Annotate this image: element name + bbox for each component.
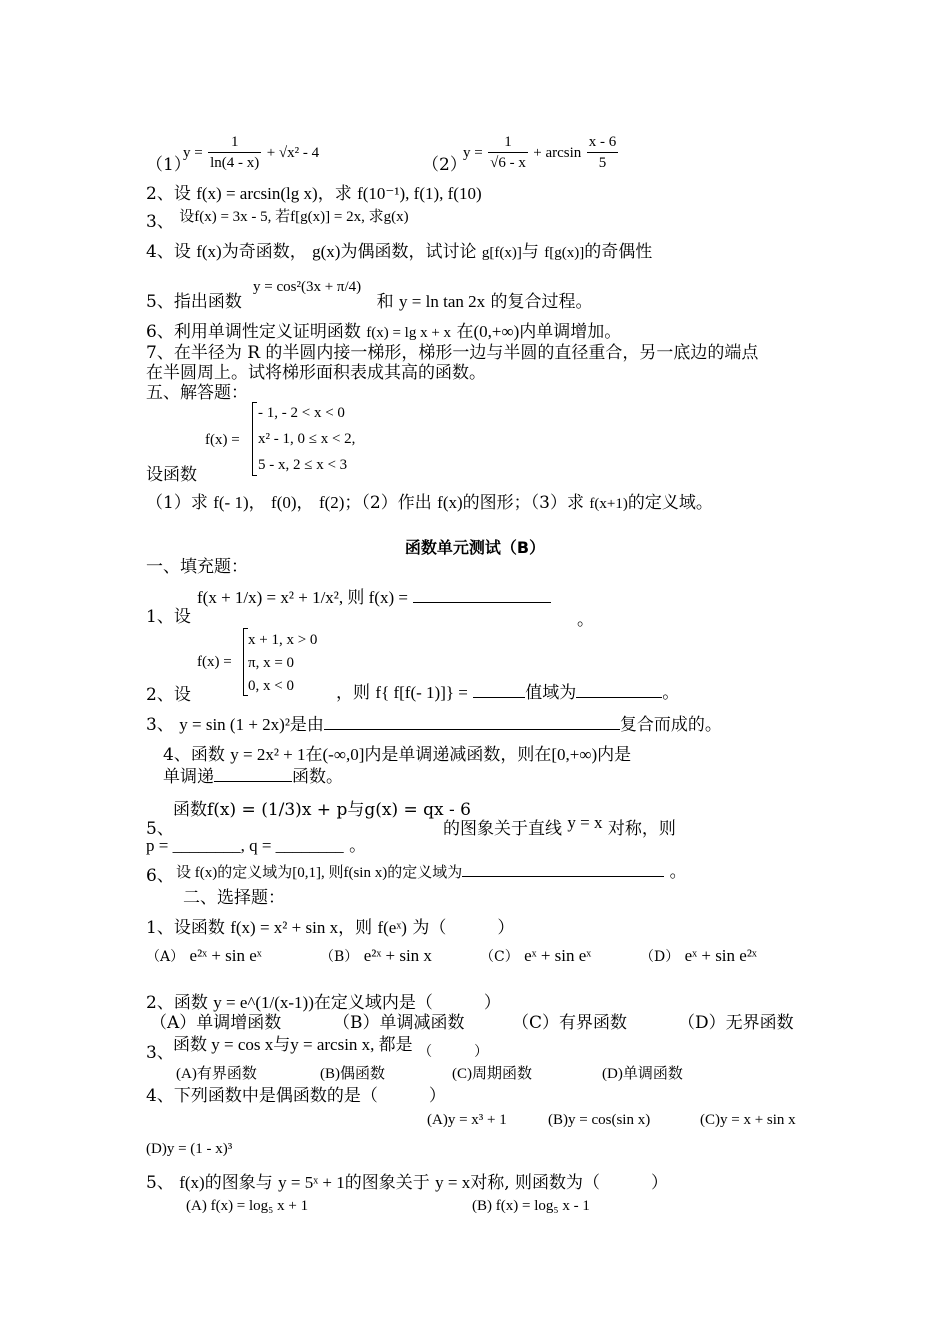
s5-sep2: ， xyxy=(296,493,314,513)
b-f2-fx: f(x) = xyxy=(197,654,232,670)
b-c1-a-value: e²ˣ + sin eˣ xyxy=(189,946,262,965)
b-c2-option-a[interactable]: （A）单调增函数 xyxy=(150,1013,282,1033)
b-f4-blank xyxy=(214,781,292,782)
choice-heading: 二、选择题： xyxy=(183,888,285,908)
b-c3-option-c[interactable]: (C)周期函数 xyxy=(452,1066,532,1082)
section-5-heading: 五、解答题： xyxy=(146,383,248,403)
b-c1 xyxy=(146,918,514,938)
b-c3-option-b[interactable]: (B)偶函数 xyxy=(320,1066,385,1082)
b-c1-number: 1、设函数 xyxy=(146,918,225,938)
q4-g: g(x) xyxy=(312,242,341,261)
b-c5-t1: 的图象与 xyxy=(204,1173,273,1193)
b-f1-number: 1、设 xyxy=(146,607,191,627)
b-f2-case-3: 0, x < 0 xyxy=(248,678,294,694)
b-f2-then: ，则 xyxy=(336,683,370,703)
b-f6-number: 6、 xyxy=(146,866,174,886)
b-c4-option-b[interactable]: (B)y = cos(sin x) xyxy=(548,1112,651,1128)
q6-formula: f(x) = lg x + x xyxy=(366,325,452,341)
s5-v2: f(0) xyxy=(271,493,297,512)
b-c3-paren: （ ） xyxy=(418,1044,489,1060)
q3-number: 3、 xyxy=(146,212,174,232)
b-f6-text: 设 f(x)的定义域为[0,1], 则f(sin x)的定义域为 xyxy=(176,865,463,881)
b-c1-d-value: eˣ + sin e²ˣ xyxy=(684,946,757,965)
q2-values: f(10⁻¹), f(1), f(10) xyxy=(357,184,482,203)
y1-rest: + √x² - 4 xyxy=(266,145,320,161)
b-c2-formula: y = e^(1/(x-1)) xyxy=(213,993,314,1012)
b-f5-t1: 的图象关于直线 xyxy=(443,819,562,839)
b-c1-d-label: （D） xyxy=(640,949,680,965)
b-c5-t2: 的图象关于 xyxy=(344,1173,430,1193)
b-c4-option-d[interactable]: (D)y = (1 - x)³ xyxy=(146,1141,233,1157)
s5-case-1: - 1, - 2 < x < 0 xyxy=(258,405,345,421)
item-label-2: （2） xyxy=(422,155,467,175)
b-f6-blank xyxy=(462,876,664,877)
section-b-title: 函数单元测试（B） xyxy=(404,538,546,557)
q3-formula: 设f(x) = 3x - 5, 若f[g(x)] = 2x, 求g(x) xyxy=(179,209,409,225)
b-f2-blank-2 xyxy=(576,697,662,698)
b-c3-option-d[interactable]: (D)单调函数 xyxy=(602,1066,683,1082)
question-2 xyxy=(146,184,482,204)
b-f1-formula: f(x + 1/x) = x² + 1/x², 则 f(x) = xyxy=(197,588,408,607)
formula-y1 xyxy=(183,132,319,173)
s5-ask4: 的定义域。 xyxy=(627,493,713,513)
b-c2-option-c[interactable]: （C）有界函数 xyxy=(512,1013,628,1033)
b-f2-case-2: π, x = 0 xyxy=(248,655,295,671)
b-f6 xyxy=(176,862,687,883)
q5-f2: y = ln tan 2x xyxy=(399,292,486,311)
b-c5-line: y = x xyxy=(435,1173,471,1192)
q5-f1: y = cos²(3x + π/4) xyxy=(253,279,362,295)
b-f5-t2: 对称，则 xyxy=(607,819,676,839)
q2-number: 2、设 xyxy=(146,184,191,204)
formula-y2 xyxy=(463,132,618,173)
q4-t3: 与 xyxy=(521,242,539,262)
fill-heading: 一、填充题： xyxy=(146,557,248,577)
s5-case-2: x² - 1, 0 ≤ x < 2, xyxy=(258,431,356,447)
question-4 xyxy=(146,242,652,263)
b-f1-end: 。 xyxy=(577,610,594,630)
question-3 xyxy=(146,209,409,233)
b-c4-number: 4、下列函数中是偶函数的是（ ） xyxy=(146,1086,446,1106)
s5-v4: f(x) xyxy=(437,493,463,512)
b-f5-end: 。 xyxy=(349,836,367,856)
b-f2-range: 值域为 xyxy=(525,683,577,703)
b-f2-end: 。 xyxy=(662,683,680,703)
b-f5-formula: 函数f(x) = (1/3)x + p与g(x) = qx - 6 xyxy=(173,800,471,820)
b-f4-t3: 函数。 xyxy=(292,767,343,787)
b-c1-option-c[interactable] xyxy=(480,946,591,967)
s5-ask1: （1）求 xyxy=(146,493,208,513)
b-c2-option-b[interactable]: （B）单调减函数 xyxy=(333,1013,465,1033)
s5-brace xyxy=(252,402,257,476)
y1-num: 1 xyxy=(208,132,261,153)
b-f3-number: 3、 xyxy=(146,715,174,735)
s5-fx: f(x) = xyxy=(205,432,240,448)
s5-case-3: 5 - x, 2 ≤ x < 3 xyxy=(258,457,348,473)
s5-v1: f(- 1) xyxy=(213,493,249,512)
b-f4-t1: 内是单调递减函数，则在 xyxy=(364,745,552,765)
q5-t1: 和 xyxy=(376,292,394,312)
b-c1-c-value: eˣ + sin eˣ xyxy=(524,946,592,965)
b-f4-line2 xyxy=(163,767,343,787)
question-6 xyxy=(146,322,621,343)
b-c2-text: 在定义域内是（ ） xyxy=(313,993,501,1013)
b-f5-pq-line xyxy=(146,836,366,856)
s5-intro: 设函数 xyxy=(146,465,197,485)
b-f2-number: 2、设 xyxy=(146,685,191,705)
b-f4-t2: 内是 xyxy=(597,745,632,765)
b-f1-blank xyxy=(413,602,551,603)
b-c3-option-a[interactable]: (A)有界函数 xyxy=(176,1066,257,1082)
q4-f: f(x) xyxy=(196,242,222,261)
b-c4-option-c[interactable]: (C)y = x + sin x xyxy=(700,1112,796,1128)
y2-fraction xyxy=(488,132,528,173)
b-c5-option-b[interactable]: (B) f(x) = log₅ x - 1 xyxy=(472,1198,590,1214)
q4-t4: 的奇偶性 xyxy=(584,242,653,262)
b-c5-option-a[interactable]: (A) f(x) = log₅ x + 1 xyxy=(186,1198,309,1214)
b-c5-t3: 对称, 则函数为（ ） xyxy=(470,1173,669,1193)
item-label-1: （1） xyxy=(146,155,191,175)
q7-line-2: 在半圆周上。试将梯形面积表成其高的函数。 xyxy=(146,363,486,383)
b-f5-rest xyxy=(443,813,676,839)
b-c3 xyxy=(173,1035,489,1060)
b-f2-blank-1 xyxy=(473,697,525,698)
b-f4 xyxy=(163,745,631,765)
b-f5-number: 5、 xyxy=(146,819,174,839)
y2-arcsin-fraction xyxy=(587,132,619,173)
b-f2-expr: f{ f[f(- 1)]} = xyxy=(375,683,468,702)
b-c5-g: y = 5ˣ + 1 xyxy=(278,1173,345,1192)
b-c1-q: f(eˣ) xyxy=(377,918,407,937)
b-c1-t1: ，则 xyxy=(338,918,373,938)
b-c1-t2: 为（ ） xyxy=(412,918,515,938)
q6-t1: 在 xyxy=(456,322,474,342)
y2-fnum: x - 6 xyxy=(587,132,619,153)
b-c4-option-a[interactable]: (A)y = x³ + 1 xyxy=(427,1112,507,1128)
b-c1-b-label: （B） xyxy=(320,949,359,965)
q6-number: 6、利用单调性定义证明函数 xyxy=(146,322,361,342)
b-c1-b-value: e²ˣ + sin x xyxy=(363,946,432,965)
q6-t2: 内单调增加。 xyxy=(519,322,622,342)
q4-expr-1: g[f(x)] xyxy=(481,245,522,261)
b-c1-c-label: （C） xyxy=(480,949,519,965)
b-f4-interval: [0,+∞) xyxy=(551,745,598,764)
q2-ask: ，求 xyxy=(317,184,352,204)
s5-ask3: 的图形；（3）求 xyxy=(462,493,584,513)
b-c1-a-label: （A） xyxy=(146,949,185,965)
s5-v3: f(2) xyxy=(318,493,345,512)
b-c1-option-b[interactable] xyxy=(320,946,432,967)
b-f6-end: 。 xyxy=(669,862,687,882)
b-f4-number: 4、函数 xyxy=(163,745,225,765)
y2-fden: 5 xyxy=(598,155,607,171)
y1-den: ln(4 - x) xyxy=(210,155,260,171)
b-c2 xyxy=(146,993,501,1013)
s5-questions xyxy=(146,493,713,514)
q4-number: 4、设 xyxy=(146,242,191,262)
b-c5-number: 5、 xyxy=(146,1173,174,1193)
b-f3-formula: y = sin (1 + 2x)² xyxy=(179,715,290,734)
b-c3-formula: 函数 y = cos x与y = arcsin x, 都是 xyxy=(173,1035,413,1054)
y1-lhs: y = xyxy=(183,145,203,161)
b-c2-option-d[interactable]: （D）无界函数 xyxy=(678,1013,794,1033)
q2-formula: f(x) = arcsin(lg x) xyxy=(196,184,318,203)
b-f3-blank xyxy=(324,729,620,730)
s5-sep1: ， xyxy=(248,493,266,513)
b-f3-t1: 是由 xyxy=(289,715,324,735)
b-c1-formula: f(x) = x² + sin x xyxy=(230,918,339,937)
q7-line-1: 7、在半径为 R 的半圆内接一梯形，梯形一边与半圆的直径重合，另一底边的端点 xyxy=(146,343,759,363)
y2-mid: + arcsin xyxy=(533,145,582,161)
b-f4-formula: y = 2x² + 1在(-∞,0] xyxy=(230,745,365,764)
y1-fraction xyxy=(208,132,261,173)
q5-number: 5、指出函数 xyxy=(146,292,242,312)
y2-den: √6 - x xyxy=(490,155,526,171)
b-f3-t2: 复合而成的。 xyxy=(619,715,722,735)
b-c2-number: 2、函数 xyxy=(146,993,208,1013)
b-c5-f: f(x) xyxy=(179,1173,205,1192)
b-f4-line2-text: 单调递 xyxy=(163,767,214,787)
question-5 xyxy=(146,292,593,312)
b-f2-case-1: x + 1, x > 0 xyxy=(248,632,318,648)
b-c1-option-a[interactable] xyxy=(146,946,262,967)
q4-expr-2: f[g(x)] xyxy=(544,245,585,261)
q4-t1: 为奇函数， xyxy=(221,242,307,262)
b-c3-number: 3、 xyxy=(146,1043,174,1063)
q5-t2: 的复合过程。 xyxy=(490,292,593,312)
q4-t2: 为偶函数，试讨论 xyxy=(340,242,477,262)
b-f3 xyxy=(146,715,722,735)
b-f5-line: y = x xyxy=(567,813,603,832)
b-f5-pq: p = ________, q = ________ xyxy=(146,836,344,855)
b-f2-rest xyxy=(336,683,679,703)
q6-interval: (0,+∞) xyxy=(473,322,520,341)
y2-lhs: y = xyxy=(463,145,483,161)
s5-ask2: ；（2）作出 xyxy=(344,493,432,513)
s5-v5: f(x+1) xyxy=(589,496,628,512)
b-f1-formula-line xyxy=(197,588,551,608)
b-c1-option-d[interactable] xyxy=(640,946,757,967)
b-c5 xyxy=(146,1173,668,1193)
y2-num: 1 xyxy=(488,132,528,153)
